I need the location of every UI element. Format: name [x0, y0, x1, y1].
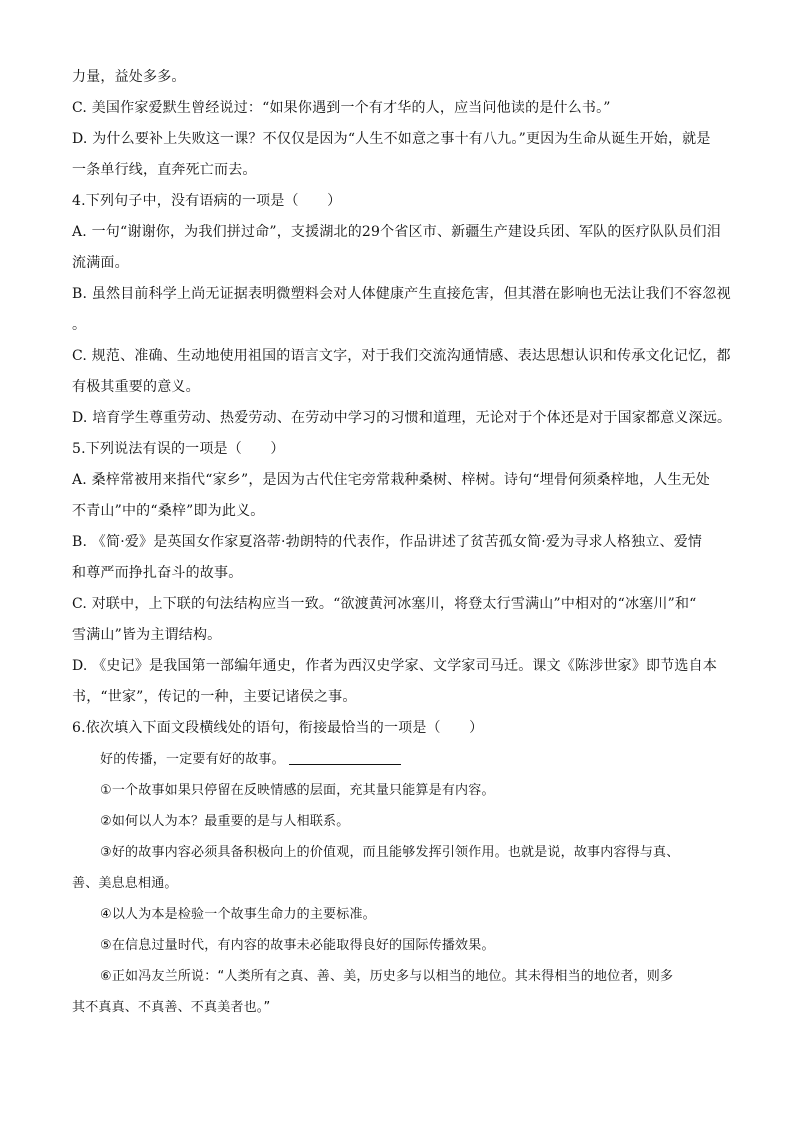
option-d-q5: D. 《史记》是我国第一部编年通史，作者为西汉史学家、文学家司马迁。课文《陈涉世家》即节选自本: [72, 658, 718, 674]
passage-item-3-cont: 善、美息息相通。: [72, 876, 178, 891]
text-line: 力量，益处多多。: [72, 69, 186, 85]
option-a-q4: A. 一句“谢谢你，为我们拼过命”，支援湖北的29个省区市、新疆生产建设兵团、军队的医疗队队员们泪: [72, 224, 721, 240]
passage-intro: 好的传播，一定要有好的故事。: [100, 752, 285, 767]
option-c-q5: C. 对联中，上下联的句法结构应当一致。“欲渡黄河冰塞川，将登太行雪满山”中相对的“冰塞川”和“: [72, 596, 697, 612]
text-line: 。: [72, 317, 87, 333]
passage-item-2: ②如何以人为本？最重要的是与人相联系。: [100, 814, 350, 829]
text-line: 流满面。: [72, 255, 129, 271]
passage-item-6-cont: 其不真真、不真善、不真美者也。”: [72, 1000, 271, 1015]
text-line: 书，“世家”，传记的一种，主要记诸侯之事。: [72, 689, 357, 705]
option-b-q4: B. 虽然目前科学上尚无证据表明微塑料会对人体健康产生直接危害，但其潜在影响也无法让我们不容忽视: [72, 286, 731, 302]
option-c-q4: C. 规范、准确、生动地使用祖国的语言文字，对于我们交流沟通情感、表达思想认识和传承文化记忆，都: [72, 348, 731, 364]
passage-item-4: ④以人为本是检验一个故事生命力的主要标准。: [100, 907, 376, 922]
passage-item-5: ⑤在信息过量时代，有内容的故事未必能取得良好的国际传播效果。: [100, 938, 495, 953]
text-line: 有极其重要的意义。: [72, 379, 200, 395]
text-line: 一条单行线，直奔死亡而去。: [72, 162, 257, 178]
text-line: 雪满山”皆为主谓结构。: [72, 627, 222, 643]
fill-in-blank: [289, 750, 401, 765]
option-c-q3: C. 美国作家爱默生曾经说过：“如果你遇到一个有才华的人，应当问他读的是什么书。”: [72, 100, 611, 116]
option-a-q5: A. 桑梓常被用来指代“家乡”，是因为古代住宅旁常栽种桑树、梓树。诗句“埋骨何须桑梓地，人生无处: [72, 472, 711, 488]
passage-intro-line: [72, 744, 722, 775]
text-line: 和尊严而挣扎奋斗的故事。: [72, 565, 243, 581]
document-body: [72, 62, 732, 1023]
passage-item-3: ③好的故事内容必须具备积极向上的价值观，而且能够发挥引领作用。也就是说，故事内容得与真、: [100, 845, 680, 860]
option-b-q5: B. 《简·爱》是英国女作家夏洛蒂·勃朗特的代表作，作品讲述了贫苦孤女简·爱为寻求人格独立、爱情: [72, 534, 703, 550]
passage-item-6: ⑥正如冯友兰所说：“人类所有之真、善、美，历史多与以相当的地位。其未得相当的地位者，则多: [100, 969, 674, 984]
passage-item-1: ①一个故事如果只停留在反映情感的层面，充其量只能算是有内容。: [100, 783, 495, 798]
question-4-stem: 4.下列句子中，没有语病的一项是（ ）: [72, 193, 342, 209]
question-5-stem: 5.下列说法有误的一项是（ ）: [72, 441, 285, 457]
option-d-q4: D. 培育学生尊重劳动、热爱劳动、在劳动中学习的习惯和道理，无论对于个体还是对于国家都意义深远。: [72, 410, 732, 426]
question-6-stem: 6.依次填入下面文段横线处的语句，衔接最恰当的一项是（ ）: [72, 720, 484, 736]
text-line: 不青山”中的“桑梓”即为此义。: [72, 503, 265, 519]
option-d-q3: D. 为什么要补上失败这一课？不仅仅是因为“人生不如意之事十有八九。”更因为生命从诞生开始，就是: [72, 131, 711, 147]
